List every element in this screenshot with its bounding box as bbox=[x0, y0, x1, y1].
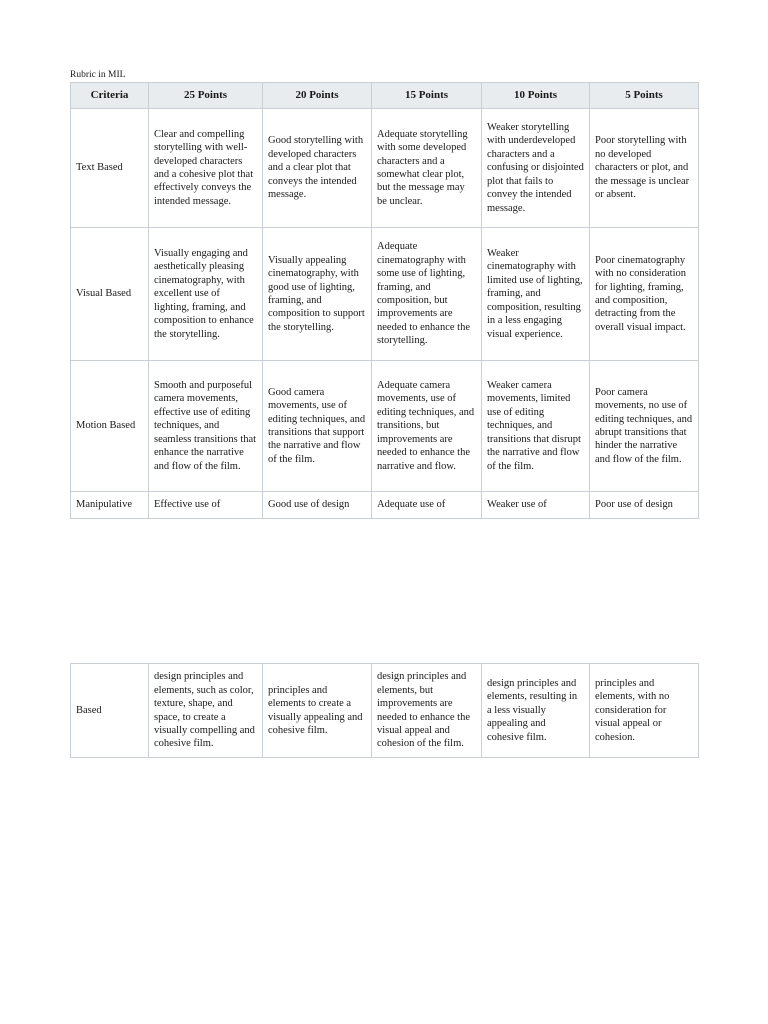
header-5-points: 5 Points bbox=[590, 83, 699, 109]
table-cell: design principles and elements, such as color, texture, shape, and space, to create a visually compelling and cohesive film. bbox=[149, 664, 263, 758]
table-cell: Clear and compelling storytelling with well-developed characters and a cohesive plot that effectively conveys the intended message. bbox=[149, 109, 263, 228]
table-cell: principles and elements to create a visually appealing and cohesive film. bbox=[263, 664, 372, 758]
criteria-cell: Motion Based bbox=[71, 361, 149, 492]
criteria-cell: Manipulative bbox=[71, 492, 149, 519]
table-cell: Adequate storytelling with some developed characters and a somewhat clear plot, but the message may be unclear. bbox=[372, 109, 482, 228]
table-cell: principles and elements, with no consideration for visual appeal or cohesion. bbox=[590, 664, 699, 758]
table-header-row bbox=[71, 83, 699, 109]
table-cell: Effective use of bbox=[149, 492, 263, 519]
table-cell: Visually appealing cinematography, with good use of lighting, framing, and composition to support the storytelling. bbox=[263, 228, 372, 361]
table-cell: Smooth and purposeful camera movements, effective use of editing techniques, and seamless transitions that enhance the narrative and flow of the film. bbox=[149, 361, 263, 492]
header-20-points: 20 Points bbox=[263, 83, 372, 109]
criteria-cell: Based bbox=[71, 664, 149, 758]
table-cell: Poor use of design bbox=[590, 492, 699, 519]
table-row-visual-based bbox=[71, 228, 699, 361]
rubric-table bbox=[70, 82, 699, 519]
table-cell: Adequate camera movements, use of editing techniques, and transitions, but improvements are needed to enhance the narrative and flow. bbox=[372, 361, 482, 492]
table-row-motion-based bbox=[71, 361, 699, 492]
document-caption: Rubric in MIL bbox=[70, 70, 126, 80]
table-cell: Adequate cinematography with some use of lighting, framing, and composition, but improvements are needed to enhance the storytelling. bbox=[372, 228, 482, 361]
table-cell: design principles and elements, resulting in a less visually appealing and cohesive film. bbox=[482, 664, 590, 758]
header-10-points: 10 Points bbox=[482, 83, 590, 109]
criteria-cell: Text Based bbox=[71, 109, 149, 228]
criteria-cell: Visual Based bbox=[71, 228, 149, 361]
table-cell: Adequate use of bbox=[372, 492, 482, 519]
table-cell: Good camera movements, use of editing techniques, and transitions that support the narrative and flow of the film. bbox=[263, 361, 372, 492]
header-25-points: 25 Points bbox=[149, 83, 263, 109]
table-cell: design principles and elements, but improvements are needed to enhance the visual appeal and cohesion of the film. bbox=[372, 664, 482, 758]
table-row-text-based bbox=[71, 109, 699, 228]
table-cell: Weaker camera movements, limited use of editing techniques, and transitions that disrupt the narrative and flow of the film. bbox=[482, 361, 590, 492]
header-criteria: Criteria bbox=[71, 83, 149, 109]
table-cell: Weaker cinematography with limited use of lighting, framing, and composition, resulting in a less engaging visual experience. bbox=[482, 228, 590, 361]
table-cell: Poor cinematography with no consideration for lighting, framing, and composition, detracting from the overall visual impact. bbox=[590, 228, 699, 361]
table-row-manipulative bbox=[71, 492, 699, 519]
table-cell: Good use of design bbox=[263, 492, 372, 519]
table-cell: Poor camera movements, no use of editing techniques, and abrupt transitions that hinder the narrative and flow of the film. bbox=[590, 361, 699, 492]
table-cell: Poor storytelling with no developed characters or plot, and the message is unclear or absent. bbox=[590, 109, 699, 228]
header-15-points: 15 Points bbox=[372, 83, 482, 109]
table-row-manipulative-continued bbox=[71, 664, 699, 758]
table-cell: Weaker use of bbox=[482, 492, 590, 519]
rubric-table-continuation bbox=[70, 663, 699, 758]
table-cell: Good storytelling with developed characters and a clear plot that conveys the intended message. bbox=[263, 109, 372, 228]
table-cell: Visually engaging and aesthetically pleasing cinematography, with excellent use of lighting, framing, and composition to enhance the storytelling. bbox=[149, 228, 263, 361]
table-cell: Weaker storytelling with underdeveloped characters and a confusing or disjointed plot that fails to convey the intended message. bbox=[482, 109, 590, 228]
